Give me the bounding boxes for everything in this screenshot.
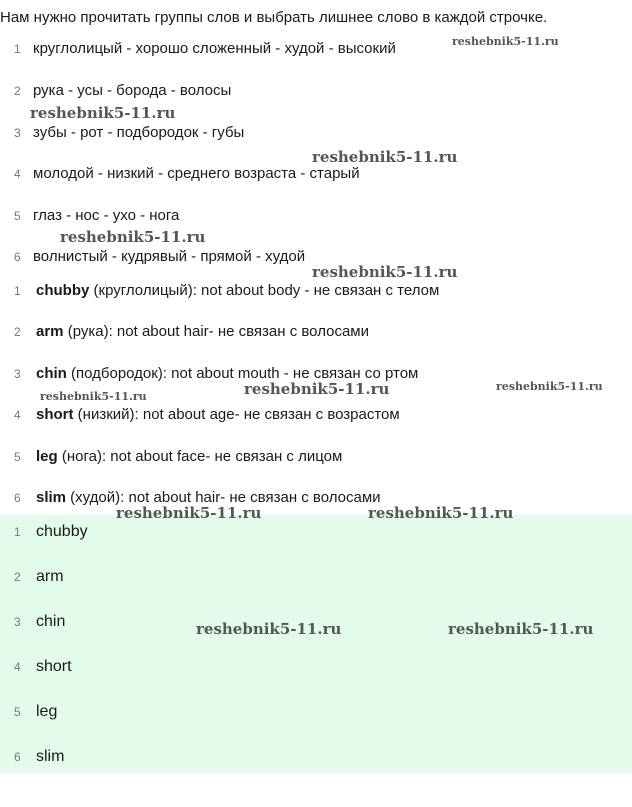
answer-word: short: [36, 406, 74, 423]
answer-text: [36, 280, 439, 302]
final-answer-word: leg: [36, 703, 58, 720]
watermark: reshebnik5-11.ru: [30, 104, 176, 122]
row-number: 1: [14, 525, 21, 539]
row-number: 1: [14, 42, 21, 56]
row-number: 2: [14, 325, 21, 339]
watermark: reshebnik5-11.ru: [312, 263, 458, 281]
row-number: 3: [14, 367, 21, 381]
row-number: 4: [14, 408, 21, 422]
answer-explanation: (подбородок): not about mouth - не связан со ртом: [66, 365, 419, 382]
answer-explanation: (нога): not about face- не связан с лицом: [57, 448, 343, 465]
watermark: reshebnik5-11.ru: [116, 504, 262, 522]
row-number: 3: [14, 615, 21, 629]
watermark: reshebnik5-11.ru: [40, 390, 147, 403]
answer-text: [36, 446, 342, 468]
watermark: reshebnik5-11.ru: [312, 148, 458, 166]
final-answer-word: short: [36, 658, 72, 675]
row-text: круглолицый - хорошо сложенный - худой - высокий: [33, 40, 396, 57]
row-number: 5: [14, 450, 21, 464]
answer-text: [36, 321, 369, 343]
row-number: 2: [14, 570, 21, 584]
row-number: 4: [14, 167, 21, 181]
row-number: 2: [14, 84, 21, 98]
watermark: reshebnik5-11.ru: [496, 380, 603, 393]
watermark: reshebnik5-11.ru: [368, 504, 514, 522]
row-text: рука - усы - борода - волосы: [33, 82, 232, 99]
row-number: 4: [14, 660, 21, 674]
final-answer-word: slim: [36, 748, 65, 765]
row-number: 6: [14, 750, 21, 764]
answer-explanation: (низкий): not about age- не связан с возрастом: [73, 406, 400, 423]
row-text: молодой - низкий - среднего возраста - старый: [33, 165, 360, 182]
answer-explanation: (худой): not about hair- не связан с волосами: [66, 489, 381, 506]
row-number: 3: [14, 126, 21, 140]
watermark: reshebnik5-11.ru: [448, 620, 594, 638]
row-number: 1: [14, 284, 21, 298]
row-text: зубы - рот - подбородок - губы: [33, 124, 245, 141]
row-text: глаз - нос - ухо - нога: [33, 207, 180, 224]
row-number: 6: [14, 250, 21, 264]
watermark: reshebnik5-11.ru: [244, 380, 390, 398]
answer-panel: [0, 515, 632, 773]
final-answer-word: arm: [36, 568, 64, 585]
answer-word: leg: [36, 448, 58, 465]
row-number: 5: [14, 209, 21, 223]
answer-word: slim: [36, 489, 67, 506]
row-number: 5: [14, 705, 21, 719]
answer-word: chin: [36, 365, 67, 382]
intro-text: Нам нужно прочитать группы слов и выбрать лишнее слово в каждой строчке.: [0, 9, 548, 26]
answer-word: chubby: [36, 282, 90, 299]
row-number: 6: [14, 491, 21, 505]
answer-explanation: (рука): not about hair- не связан с волосами: [63, 323, 369, 340]
answer-text: [36, 404, 400, 426]
watermark: reshebnik5-11.ru: [452, 35, 559, 48]
watermark: reshebnik5-11.ru: [60, 228, 206, 246]
answer-explanation: (круглолицый): not about body - не связан с телом: [89, 282, 440, 299]
row-text: волнистый - кудрявый - прямой - худой: [33, 248, 306, 265]
final-answer-word: chubby: [36, 523, 88, 540]
answer-word: arm: [36, 323, 64, 340]
final-answer-word: chin: [36, 613, 66, 630]
watermark: reshebnik5-11.ru: [196, 620, 342, 638]
